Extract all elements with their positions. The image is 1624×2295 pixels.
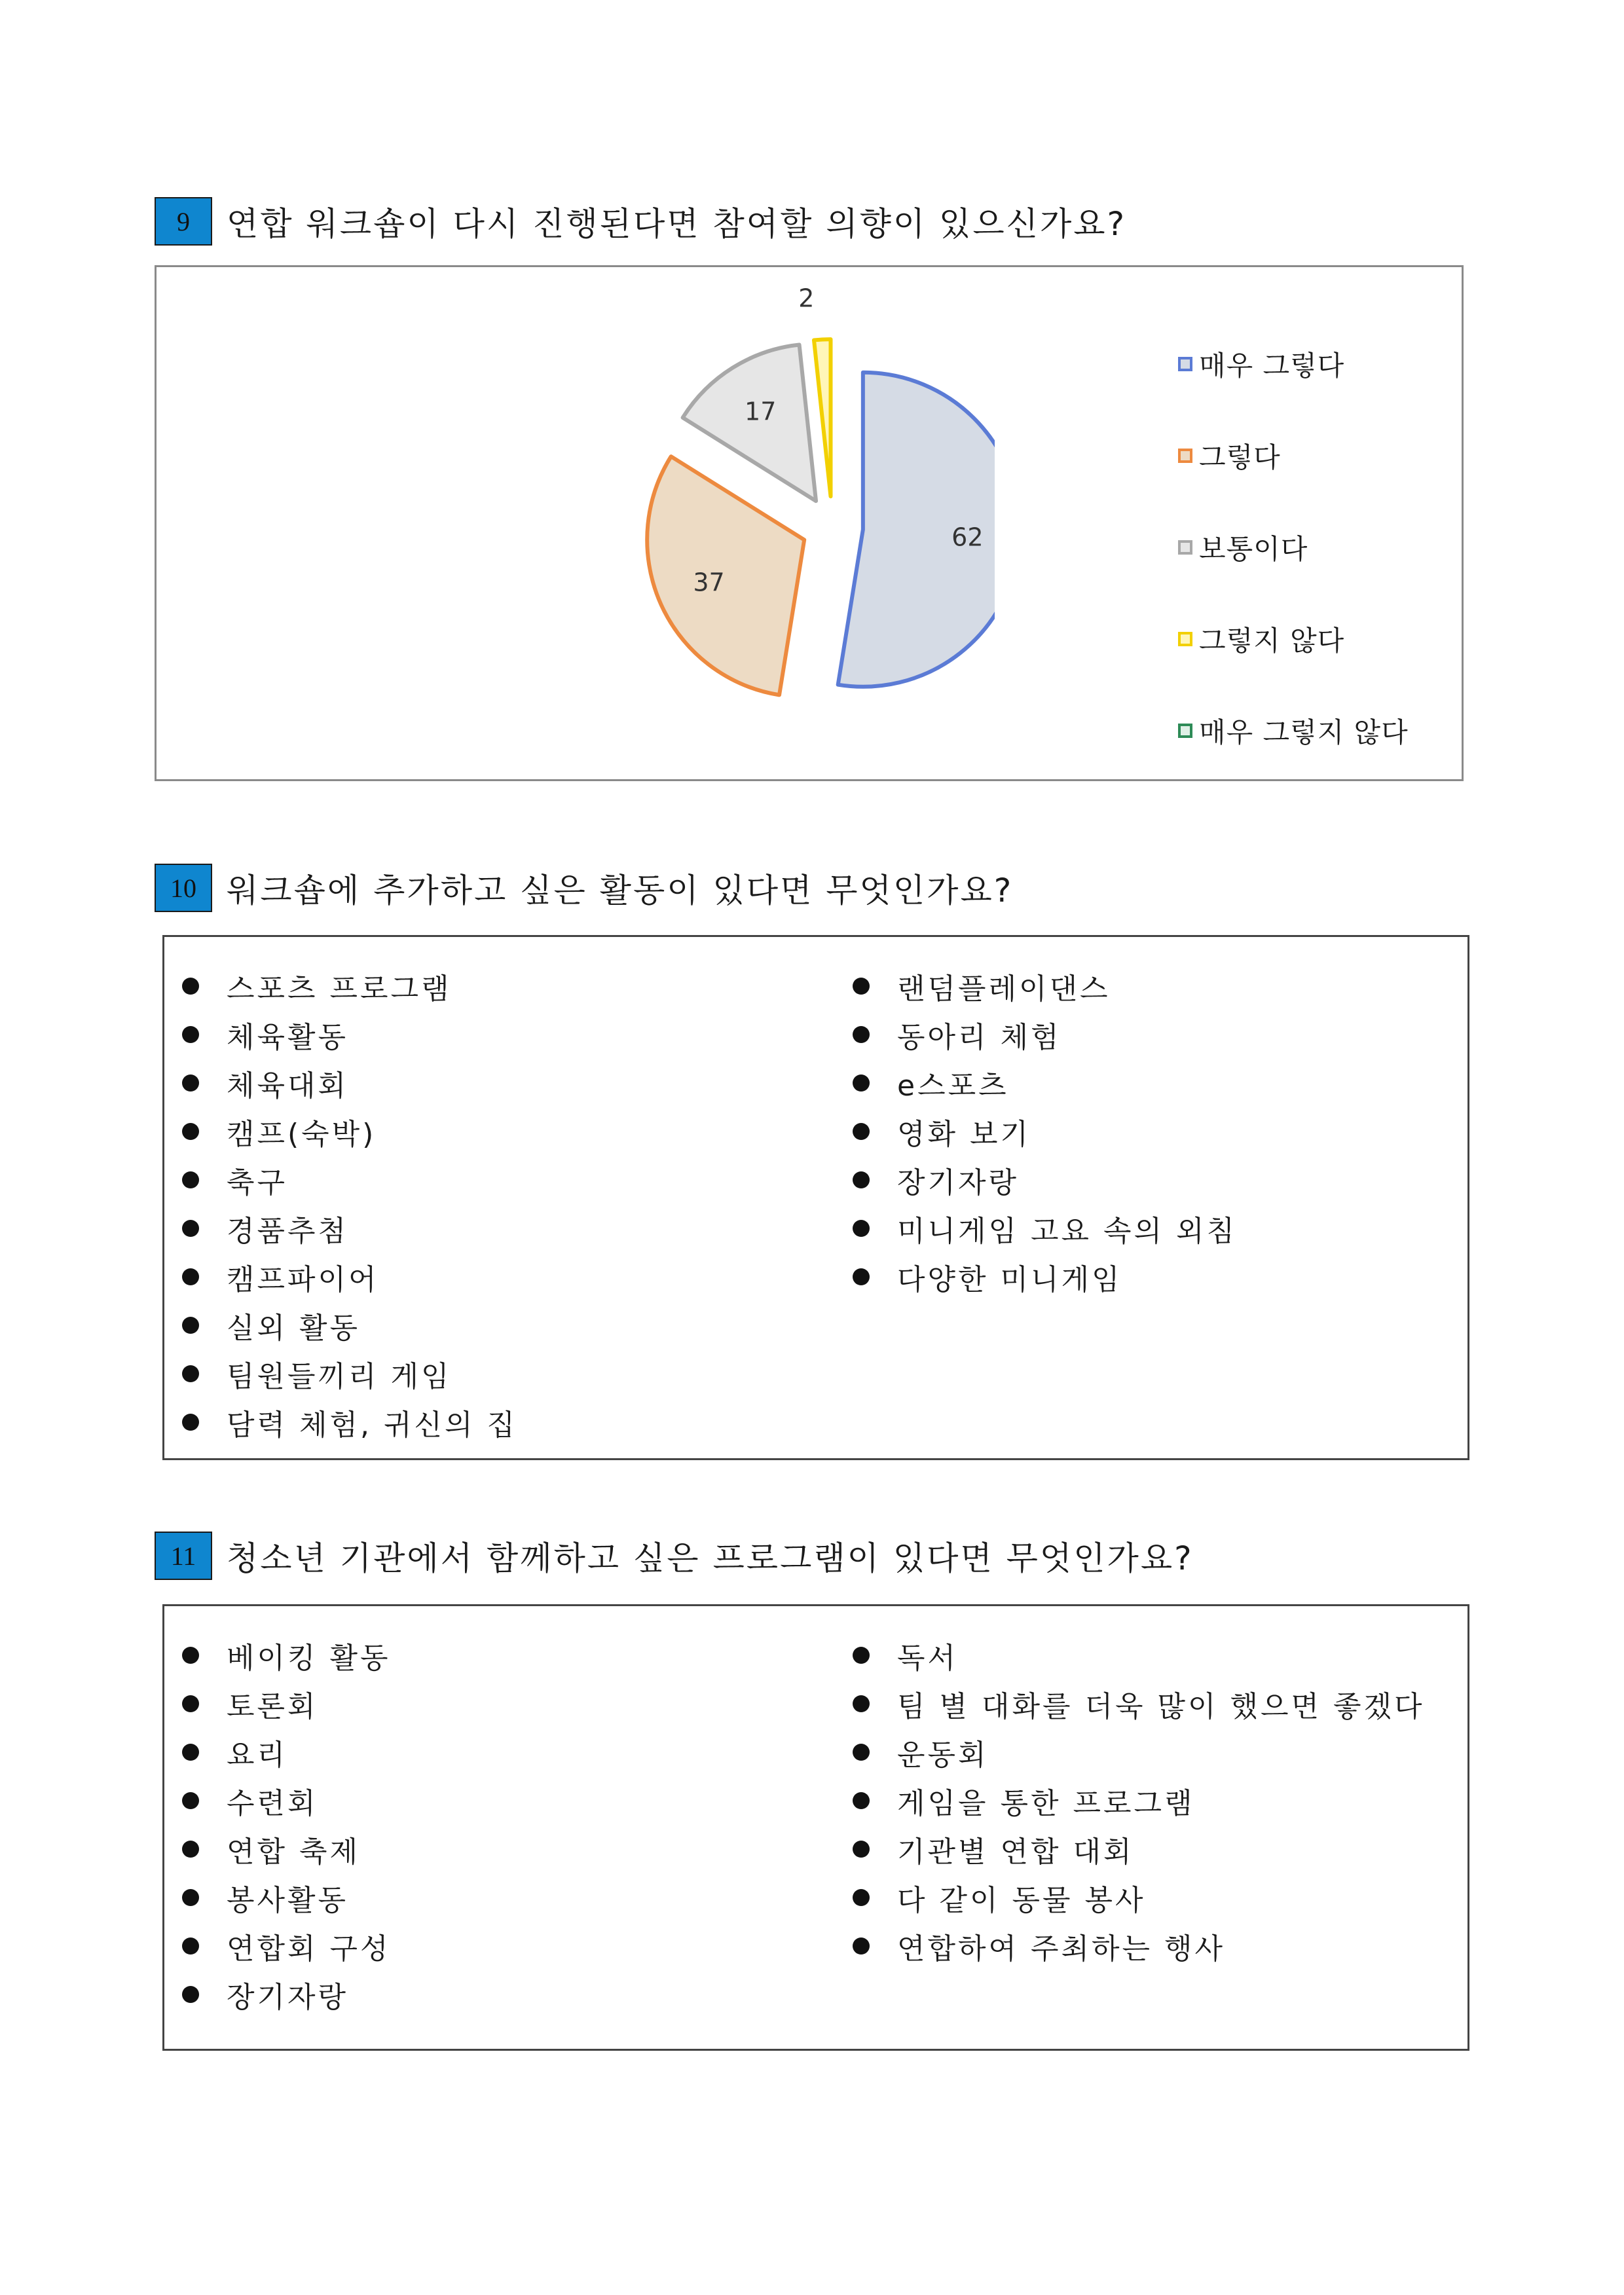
list-item-text: e스포츠: [897, 1069, 1009, 1103]
chart-legend: [1178, 318, 1409, 777]
list-item: [182, 1059, 517, 1107]
bullet-icon: [853, 1937, 870, 1955]
bullet-icon: [853, 1026, 870, 1043]
question-text: 연합 워크숍이 다시 진행된다면 참여할 의향이 있으신가요?: [227, 205, 1127, 243]
list-item-text: 요리: [227, 1738, 288, 1772]
bullet-icon: [182, 1317, 199, 1334]
list-item: [182, 1970, 391, 2019]
list-item: [182, 1107, 517, 1156]
legend-swatch-icon: [1178, 724, 1192, 738]
legend-entry: [1178, 502, 1409, 593]
list-item: [853, 1776, 1424, 1825]
legend-label: 그렇지 않다: [1199, 625, 1345, 657]
answer-list-left: [182, 962, 517, 1446]
bullet-icon: [182, 1123, 199, 1140]
list-item: [182, 1728, 391, 1776]
bullet-icon: [182, 1026, 199, 1043]
bullet-icon: [853, 1074, 870, 1092]
list-item-text: 경품추첨: [227, 1215, 349, 1248]
list-item: [182, 1398, 517, 1446]
legend-swatch-icon: [1178, 632, 1192, 646]
bullet-icon: [853, 1744, 870, 1761]
bullet-icon: [853, 1268, 870, 1285]
list-item: [853, 1922, 1424, 1970]
bullet-icon: [182, 1744, 199, 1761]
list-item-text: 스포츠 프로그램: [227, 972, 452, 1006]
data-label: 62: [951, 523, 984, 552]
bullet-icon: [853, 1220, 870, 1237]
bullet-icon: [182, 1889, 199, 1906]
legend-label: 매우 그렇지 않다: [1199, 716, 1409, 748]
bullet-icon: [182, 1220, 199, 1237]
list-item-text: 동아리 체험: [897, 1021, 1061, 1054]
question-text: 청소년 기관에서 함께하고 싶은 프로그램이 있다면 무엇인가요?: [227, 1539, 1194, 1577]
bullet-icon: [182, 1074, 199, 1092]
pie-slice-2: [647, 456, 804, 695]
bullet-icon: [182, 1792, 199, 1809]
bullet-icon: [182, 1841, 199, 1858]
list-item-text: 장기자랑: [227, 1981, 349, 2014]
list-item-text: 기관별 연합 대회: [897, 1835, 1134, 1869]
bullet-icon: [182, 1647, 199, 1664]
list-item: [853, 962, 1237, 1010]
list-item: [853, 1873, 1424, 1922]
list-item-text: 수련회: [227, 1787, 318, 1820]
list-item-text: 봉사활동: [227, 1884, 349, 1917]
question-9-header: [155, 195, 1126, 248]
list-item: [853, 1156, 1237, 1204]
list-item-text: 캠프(숙박): [227, 1118, 377, 1151]
list-item-text: 영화 보기: [897, 1118, 1031, 1151]
list-item: [182, 1873, 391, 1922]
legend-swatch-icon: [1178, 540, 1192, 555]
bullet-icon: [853, 1171, 870, 1188]
list-item: [182, 1156, 517, 1204]
list-item-text: 담력 체험, 귀신의 집: [227, 1408, 517, 1442]
list-item: [182, 1204, 517, 1253]
data-label: 2: [798, 284, 815, 313]
bullet-icon: [182, 1365, 199, 1382]
list-item-text: 장기자랑: [897, 1166, 1020, 1200]
list-item: [182, 1922, 391, 1970]
list-item: [853, 1059, 1237, 1107]
answer-list-left: [182, 1631, 391, 2019]
question-number-badge: 11: [155, 1532, 212, 1580]
list-item: [853, 1825, 1424, 1873]
list-item: [853, 1728, 1424, 1776]
bullet-icon: [182, 1414, 199, 1431]
answer-box-q10: [162, 935, 1469, 1460]
list-item: [182, 1680, 391, 1728]
list-item-text: 팀 별 대화를 더욱 많이 했으면 좋겠다: [897, 1690, 1425, 1723]
legend-label: 그렇다: [1199, 441, 1281, 473]
bullet-icon: [853, 1695, 870, 1712]
list-item: [182, 1825, 391, 1873]
list-item-text: 연합하여 주최하는 행사: [897, 1932, 1226, 1966]
pie-slice-4: [814, 339, 831, 496]
legend-swatch-icon: [1178, 357, 1192, 371]
question-11-header: [155, 1530, 1194, 1582]
bullet-icon: [853, 1792, 870, 1809]
legend-entry: [1178, 593, 1409, 685]
bullet-icon: [182, 1171, 199, 1188]
list-item-text: 연합회 구성: [227, 1932, 391, 1966]
list-item-text: 체육활동: [227, 1021, 349, 1054]
list-item: [182, 1253, 517, 1301]
pie-chart-frame: [155, 265, 1464, 781]
question-10-header: [155, 862, 1013, 914]
list-item-text: 축구: [227, 1166, 288, 1200]
list-item-text: 연합 축제: [227, 1835, 361, 1869]
list-item-text: 독서: [897, 1642, 959, 1675]
list-item-text: 팀원들끼리 게임: [227, 1360, 452, 1393]
bullet-icon: [182, 1695, 199, 1712]
list-item-text: 운동회: [897, 1738, 989, 1772]
bullet-icon: [853, 1889, 870, 1906]
bullet-icon: [182, 1986, 199, 2003]
bullet-icon: [853, 978, 870, 995]
answer-list-right: [853, 1631, 1424, 1970]
list-item-text: 게임을 통한 프로그램: [897, 1787, 1195, 1820]
bullet-icon: [853, 1647, 870, 1664]
pie-chart: [157, 267, 995, 779]
answer-list-right: [853, 962, 1237, 1301]
list-item-text: 다양한 미니게임: [897, 1263, 1122, 1296]
answer-box-q11: [162, 1604, 1469, 2051]
question-number-badge: 9: [155, 197, 212, 246]
list-item: [853, 1010, 1237, 1059]
list-item-text: 체육대회: [227, 1069, 349, 1103]
bullet-icon: [853, 1123, 870, 1140]
list-item: [853, 1631, 1424, 1680]
bullet-icon: [853, 1841, 870, 1858]
bullet-icon: [182, 1268, 199, 1285]
list-item: [182, 1349, 517, 1398]
list-item: [182, 1776, 391, 1825]
bullet-icon: [182, 978, 199, 995]
list-item: [182, 1631, 391, 1680]
list-item: [853, 1253, 1237, 1301]
list-item-text: 토론회: [227, 1690, 318, 1723]
legend-entry: [1178, 410, 1409, 502]
list-item-text: 실외 활동: [227, 1312, 361, 1345]
legend-entry: [1178, 318, 1409, 410]
list-item-text: 미니게임 고요 속의 외침: [897, 1215, 1237, 1248]
legend-label: 보통이다: [1199, 533, 1308, 565]
list-item-text: 다 같이 동물 봉사: [897, 1884, 1146, 1917]
data-label: 37: [693, 568, 725, 597]
legend-entry: [1178, 685, 1409, 777]
list-item: [182, 962, 517, 1010]
list-item-text: 베이킹 활동: [227, 1642, 391, 1675]
data-label: 17: [745, 397, 777, 426]
list-item: [853, 1204, 1237, 1253]
list-item-text: 캠프파이어: [227, 1263, 379, 1296]
list-item: [853, 1680, 1424, 1728]
list-item-text: 랜덤플레이댄스: [897, 972, 1111, 1006]
list-item: [182, 1301, 517, 1349]
list-item: [182, 1010, 517, 1059]
question-number-badge: 10: [155, 864, 212, 912]
list-item: [853, 1107, 1237, 1156]
question-text: 워크숍에 추가하고 싶은 활동이 있다면 무엇인가요?: [227, 872, 1014, 909]
bullet-icon: [182, 1937, 199, 1955]
legend-label: 매우 그렇다: [1199, 350, 1345, 382]
legend-swatch-icon: [1178, 449, 1192, 463]
